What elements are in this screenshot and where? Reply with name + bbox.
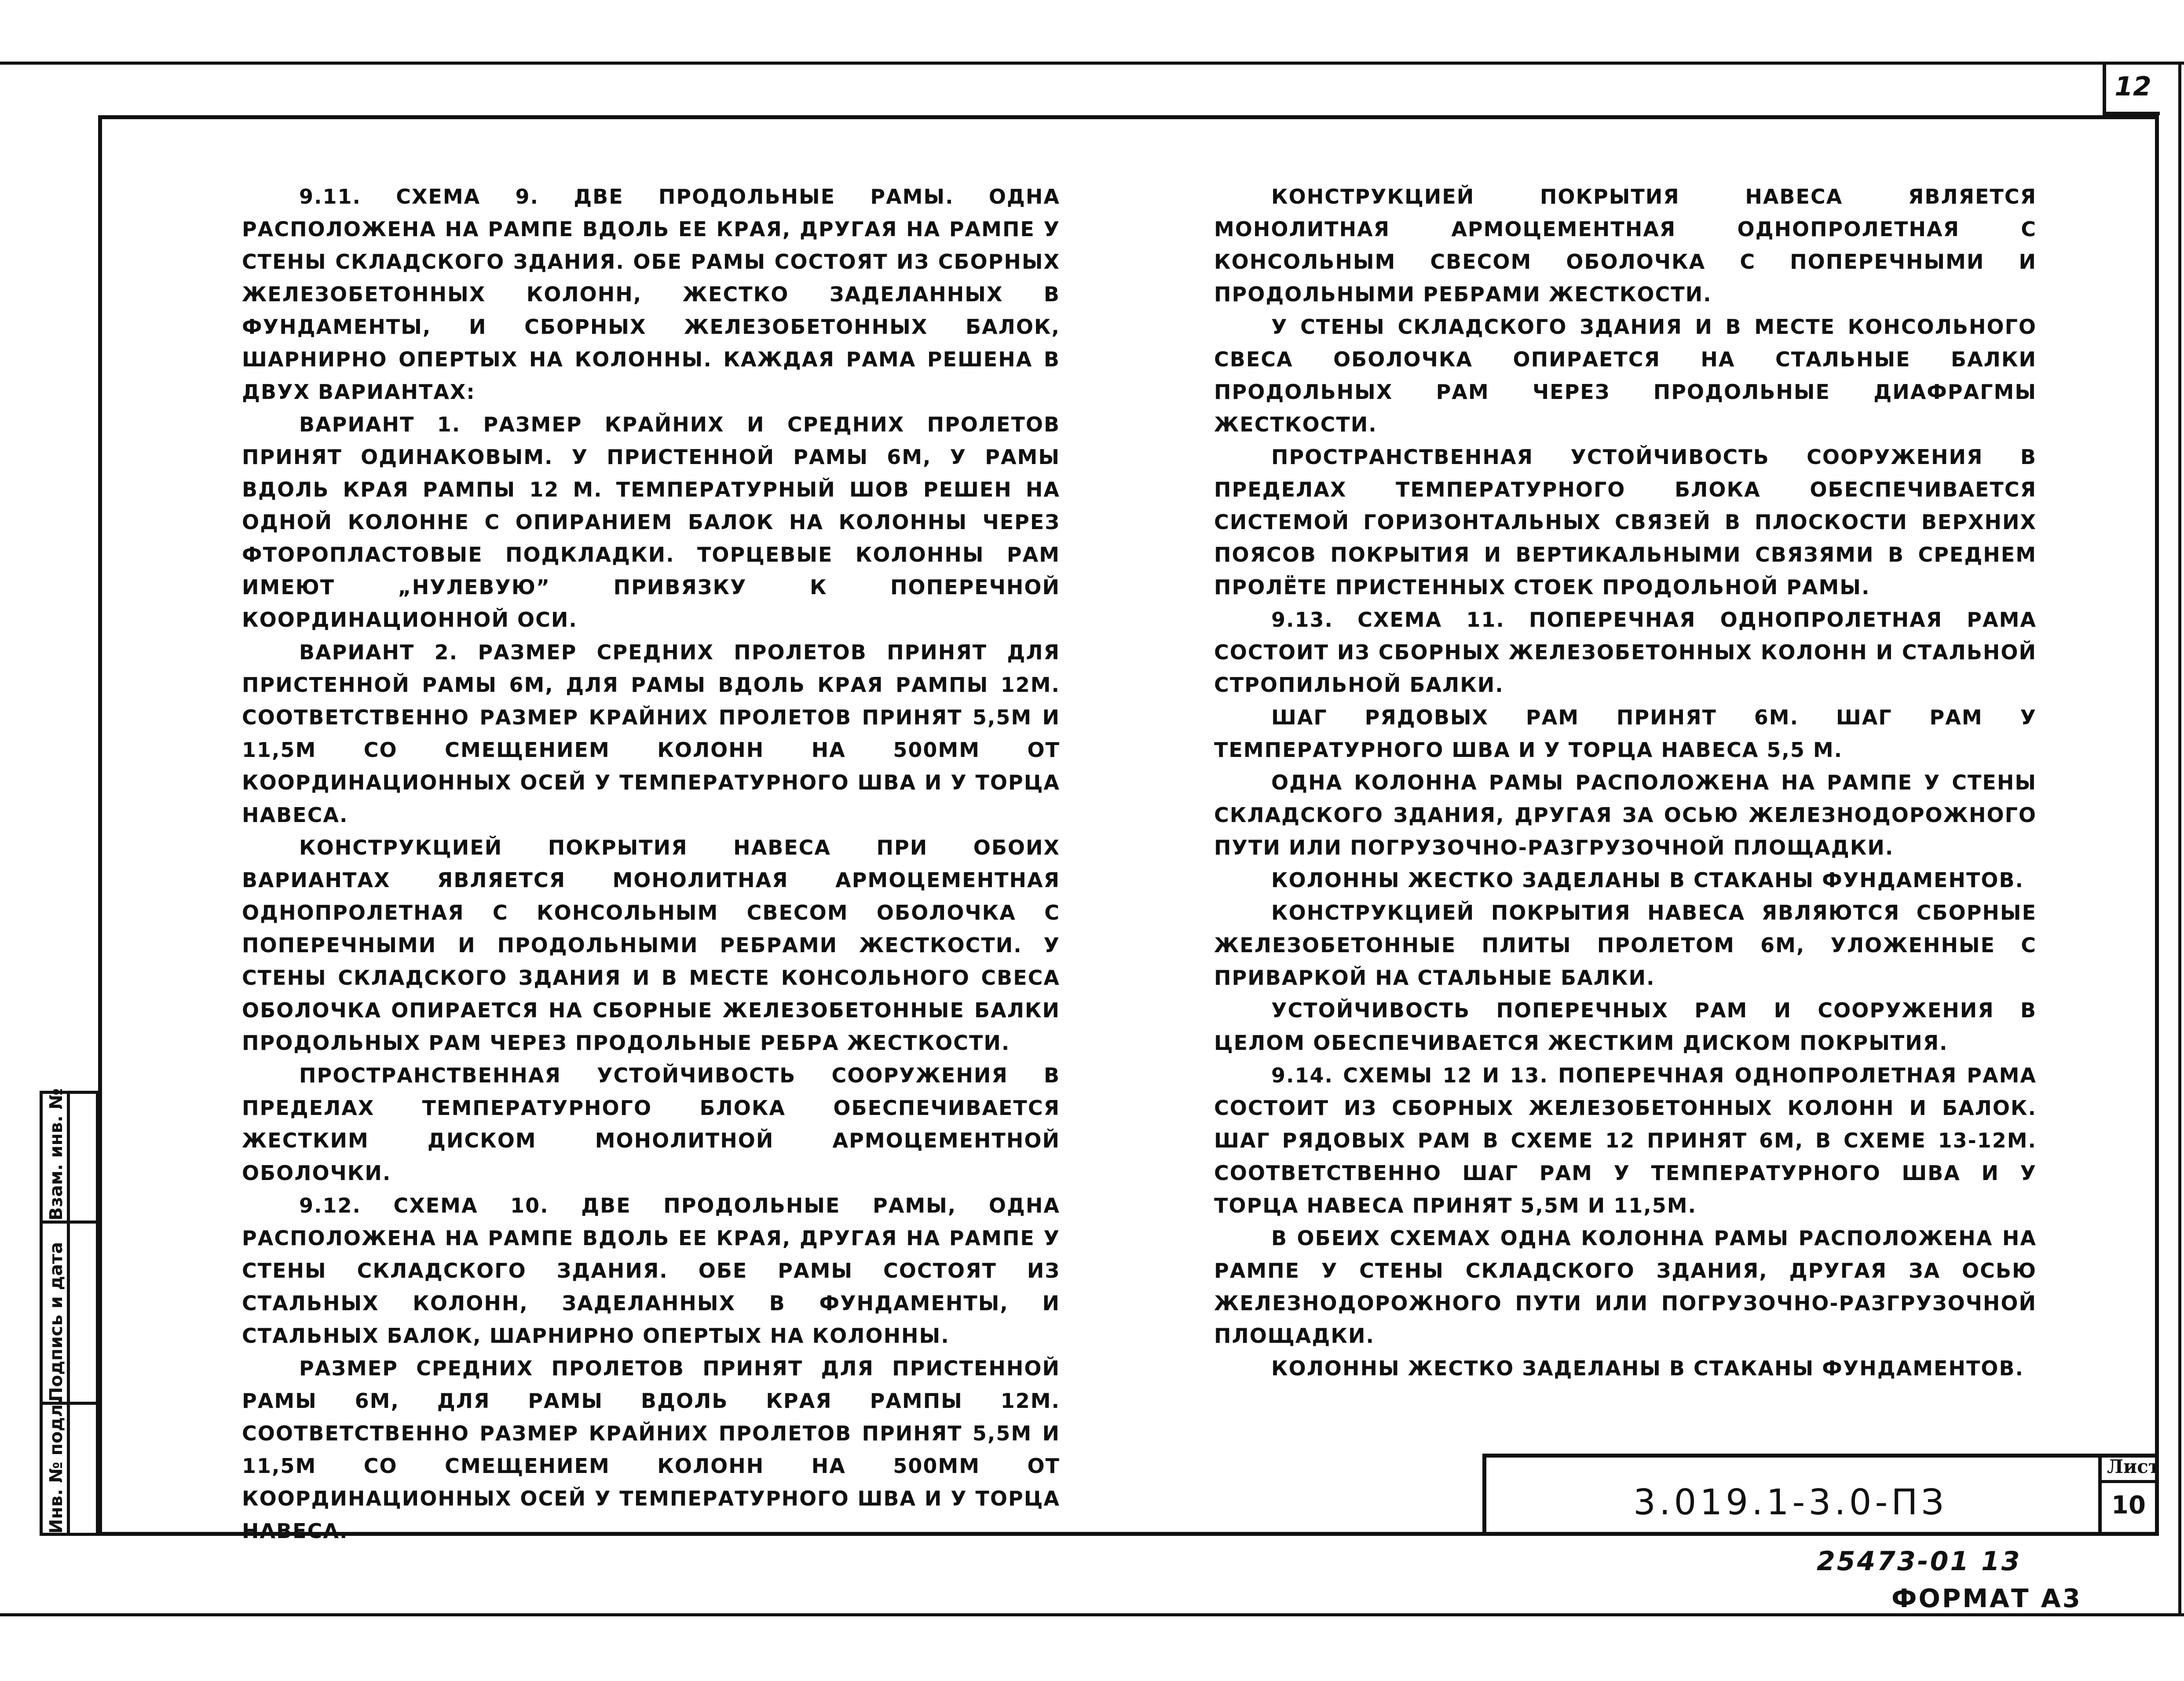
- right-border-line: [2178, 62, 2181, 1616]
- handwritten-number: 25473-01 13: [1817, 1546, 2022, 1577]
- paragraph-9-11: 9.11. СХЕМА 9. ДВЕ ПРОДОЛЬНЫЕ РАМЫ. ОДНА РАСПОЛОЖЕНА НА РАМПЕ ВДОЛЬ ЕЕ КРАЯ, ДРУГАЯ НА РАМПЕ У СТЕНЫ СКЛАДСКОГО ЗДАНИЯ. ОБЕ РАМЫ СОСТОЯТ ИЗ СБОРНЫХ ЖЕЛЕЗОБЕТОННЫХ КОЛОНН, ЖЕСТКО ЗАДЕЛАННЫХ В ФУНДАМЕНТЫ, И СБОРНЫХ ЖЕЛЕЗОБЕТОННЫХ БАЛОК, ШАРНИРНО ОПЕРТЫХ НА КОЛОННЫ. КАЖДАЯ РАМА РЕШЕНА В ДВУХ ВАРИАНТАХ:: [242, 185, 1060, 404]
- side-stamp: [40, 1088, 99, 1536]
- paragraph-spatial-stability: ПРОСТРАНСТВЕННАЯ УСТОЙЧИВОСТЬ СООРУЖЕНИЯ В ПРЕДЕЛАХ ТЕМПЕРАТУРНОГО БЛОКА ОБЕСПЕЧИВАЕТСЯ ЖЕСТКИМ ДИСКОМ МОНОЛИТНОЙ АРМОЦЕМЕНТНОЙ ОБОЛОЧКИ.: [242, 1063, 1060, 1185]
- paragraph-9-14: 9.14. СХЕМЫ 12 И 13. ПОПЕРЕЧНАЯ ОДНОПРОЛЕТНАЯ РАМА СОСТОИТ ИЗ СБОРНЫХ ЖЕЛЕЗОБЕТОННЫХ КОЛОНН И БАЛОК. ШАГ РЯДОВЫХ РАМ В СХЕМЕ 12 ПРИНЯТ 6М, В СХЕМЕ 13-12М. СООТВЕТСТВЕННО ШАГ РАМ У ТЕМПЕРАТУРНОГО ШВА И У ТОРЦА НАВЕСА ПРИНЯТ 5,5М И 11,5М.: [1214, 1063, 2037, 1217]
- top-border-line: [0, 62, 2184, 65]
- paragraph-9-12: 9.12. СХЕМА 10. ДВЕ ПРОДОЛЬНЫЕ РАМЫ, ОДНА РАСПОЛОЖЕНА НА РАМПЕ ВДОЛЬ ЕЕ КРАЯ, ДРУГАЯ НА РАМПЕ У СТЕНЫ СКЛАДСКОГО ЗДАНИЯ. ОБЕ РАМЫ СОСТОЯТ ИЗ СТАЛЬНЫХ КОЛОНН, ЗАДЕЛАННЫХ В ФУНДАМЕНТЫ, И СТАЛЬНЫХ БАЛОК, ШАРНИРНО ОПЕРТЫХ НА КОЛОННЫ.: [242, 1194, 1060, 1348]
- paragraph-frame-step: ШАГ РЯДОВЫХ РАМ ПРИНЯТ 6М. ШАГ РАМ У ТЕМПЕРАТУРНОГО ШВА И У ТОРЦА НАВЕСА 5,5 М.: [1214, 705, 2037, 762]
- bottom-border-line: [0, 1613, 2184, 1616]
- paragraph-column-location: ОДНА КОЛОННА РАМЫ РАСПОЛОЖЕНА НА РАМПЕ У СТЕНЫ СКЛАДСКОГО ЗДАНИЯ, ДРУГАЯ ЗА ОСЬЮ ЖЕЛЕЗНОДОРОЖНОГО ПУТИ ИЛИ ПОГРУЗОЧНО-РАЗГРУЗОЧНОЙ ПЛОЩАДКИ.: [1214, 771, 2037, 859]
- paragraph-span-sizes: РАЗМЕР СРЕДНИХ ПРОЛЕТОВ ПРИНЯТ ДЛЯ ПРИСТЕННОЙ РАМЫ 6М, ДЛЯ РАМЫ ВДОЛЬ КРАЯ РАМПЫ 12М. СООТВЕТСТВЕННО РАЗМЕР КРАЙНИХ ПРОЛЕТОВ ПРИНЯТ 5,5М И 11,5М СО СМЕЩЕНИЕМ КОЛОНН НА 500ММ ОТ КООРДИНАЦИОННЫХ ОСЕЙ У ТЕМПЕРАТУРНОГО ШВА И У ТОРЦА НАВЕСА.: [242, 1356, 1060, 1543]
- paragraph-roof-construction: КОНСТРУКЦИЕЙ ПОКРЫТИЯ НАВЕСА ПРИ ОБОИХ ВАРИАНТАХ ЯВЛЯЕТСЯ МОНОЛИТНАЯ АРМОЦЕМЕНТНАЯ ОДНОПРОЛЕТНАЯ С КОНСОЛЬНЫМ СВЕСОМ ОБОЛОЧКА С ПОПЕРЕЧНЫМИ И ПРОДОЛЬНЫМИ РЕБРАМИ ЖЕСТКОСТИ. У СТЕНЫ СКЛАДСКОГО ЗДАНИЯ И В МЕСТЕ КОНСОЛЬНОГО СВЕСА ОБОЛОЧКА ОПИРАЕТСЯ НА СБОРНЫЕ ЖЕЛЕЗОБЕТОННЫЕ БАЛКИ ПРОДОЛЬНЫХ РАМ ЧЕРЕЗ ПРОДОЛЬНЫЕ РЕБРА ЖЕСТКОСТИ.: [242, 836, 1060, 1055]
- sheet-number: 10: [2111, 1491, 2146, 1520]
- paragraph-variant-1: ВАРИАНТ 1. РАЗМЕР КРАЙНИХ И СРЕДНИХ ПРОЛЕТОВ ПРИНЯТ ОДИНАКОВЫМ. У ПРИСТЕННОЙ РАМЫ 6М, У РАМЫ ВДОЛЬ КРАЯ РАМПЫ 12 М. ТЕМПЕРАТУРНЫЙ ШОВ РЕШЕН НА ОДНОЙ КОЛОННЕ С ОПИРАНИЕМ БАЛОК НА КОЛОННЫ ЧЕРЕЗ ФТОРОПЛАСТОВЫЕ ПОДКЛАДКИ. ТОРЦЕВЫЕ КОЛОННЫ РАМ ИМЕЮТ „НУЛЕВУЮ” ПРИВЯЗКУ К ПОПЕРЕЧНОЙ КООРДИНАЦИОННОЙ ОСИ.: [242, 413, 1060, 632]
- paragraph-wall-support: У СТЕНЫ СКЛАДСКОГО ЗДАНИЯ И В МЕСТЕ КОНСОЛЬНОГО СВЕСА ОБОЛОЧКА ОПИРАЕТСЯ НА СТАЛЬНЫЕ БАЛКИ ПРОДОЛЬНЫХ РАМ ЧЕРЕЗ ПРОДОЛЬНЫЕ ДИАФРАГМЫ ЖЕСТКОСТИ.: [1214, 315, 2037, 436]
- paragraph-stability-bracing: ПРОСТРАНСТВЕННАЯ УСТОЙЧИВОСТЬ СООРУЖЕНИЯ В ПРЕДЕЛАХ ТЕМПЕРАТУРНОГО БЛОКА ОБЕСПЕЧИВАЕТСЯ СИСТЕМОЙ ГОРИЗОНТАЛЬНЫХ СВЯЗЕЙ В ПЛОСКОСТИ ВЕРХНИХ ПОЯСОВ ПОКРЫТИЯ И ВЕРТИКАЛЬНЫМИ СВЯЗЯМИ В СРЕДНЕМ ПРОЛЁТЕ ПРИСТЕННЫХ СТОЕК ПРОДОЛЬНОЙ РАМЫ.: [1214, 445, 2037, 599]
- paragraph-columns-fixed: КОЛОННЫ ЖЕСТКО ЗАДЕЛАНЫ В СТАКАНЫ ФУНДАМЕНТОВ.: [1271, 868, 2024, 892]
- label-podpis-data: Подпись и дата: [46, 1242, 66, 1402]
- left-text-column: [242, 180, 1060, 1547]
- paragraph-9-13: 9.13. СХЕМА 11. ПОПЕРЕЧНАЯ ОДНОПРОЛЕТНАЯ РАМА СОСТОИТ ИЗ СБОРНЫХ ЖЕЛЕЗОБЕТОННЫХ КОЛОНН И СТАЛЬНОЙ СТРОПИЛЬНОЙ БАЛКИ.: [1214, 608, 2037, 697]
- format-label: ФОРМАТ А3: [1891, 1583, 2082, 1613]
- label-vzam-inv: Взам. инв. №: [46, 1088, 66, 1221]
- right-text-column: [1214, 180, 2037, 1385]
- sheet-box-divider: [2098, 1480, 2159, 1483]
- paragraph-both-schemes: В ОБЕИХ СХЕМАХ ОДНА КОЛОННА РАМЫ РАСПОЛОЖЕНА НА РАМПЕ У СТЕНЫ СКЛАДСКОГО ЗДАНИЯ, ДРУГАЯ ЗА ОСЬЮ ЖЕЛЕЗНОДОРОЖНОГО ПУТИ ИЛИ ПОГРУЗОЧНО-РАЗГРУЗОЧНОЙ ПЛОЩАДКИ.: [1214, 1226, 2037, 1348]
- side-stamp-divider-1: [43, 1221, 96, 1224]
- paragraph-roof: КОНСТРУКЦИЕЙ ПОКРЫТИЯ НАВЕСА ЯВЛЯЕТСЯ МОНОЛИТНАЯ АРМОЦЕМЕНТНАЯ ОДНОПРОЛЕТНАЯ С КОНСОЛЬНЫМ СВЕСОМ ОБОЛОЧКА С ПОПЕРЕЧНЫМИ И ПРОДОЛЬНЫМИ РЕБРАМИ ЖЕСТКОСТИ.: [1214, 185, 2037, 306]
- paragraph-variant-2: ВАРИАНТ 2. РАЗМЕР СРЕДНИХ ПРОЛЕТОВ ПРИНЯТ ДЛЯ ПРИСТЕННОЙ РАМЫ 6М, ДЛЯ РАМЫ ВДОЛЬ КРАЯ РАМПЫ 12М. СООТВЕТСТВЕННО РАЗМЕР КРАЙНИХ ПРОЛЕТОВ ПРИНЯТ 5,5М И 11,5М СО СМЕЩЕНИЕМ КОЛОНН НА 500ММ ОТ КООРДИНАЦИОННЫХ ОСЕЙ У ТЕМПЕРАТУРНОГО ШВА И У ТОРЦА НАВЕСА.: [242, 640, 1060, 827]
- paragraph-roof-plates: КОНСТРУКЦИЕЙ ПОКРЫТИЯ НАВЕСА ЯВЛЯЮТСЯ СБОРНЫЕ ЖЕЛЕЗОБЕТОННЫЕ ПЛИТЫ ПРОЛЕТОМ 6М, УЛОЖЕННЫЕ С ПРИВАРКОЙ НА СТАЛЬНЫЕ БАЛКИ.: [1214, 901, 2037, 990]
- sheet-label: Лист: [2107, 1456, 2160, 1477]
- sheet-top-number: 12: [2103, 62, 2160, 115]
- paragraph-frames-stability: УСТОЙЧИВОСТЬ ПОПЕРЕЧНЫХ РАМ И СООРУЖЕНИЯ В ЦЕЛОМ ОБЕСПЕЧИВАЕТСЯ ЖЕСТКИМ ДИСКОМ ПОКРЫТИЯ.: [1214, 998, 2037, 1055]
- document-code: 3.019.1-3.0-ПЗ: [1633, 1481, 1947, 1523]
- paragraph-columns-fixed-2: КОЛОННЫ ЖЕСТКО ЗАДЕЛАНЫ В СТАКАНЫ ФУНДАМЕНТОВ.: [1271, 1356, 2024, 1380]
- label-inv-podl: Инв. № подл.: [46, 1397, 66, 1534]
